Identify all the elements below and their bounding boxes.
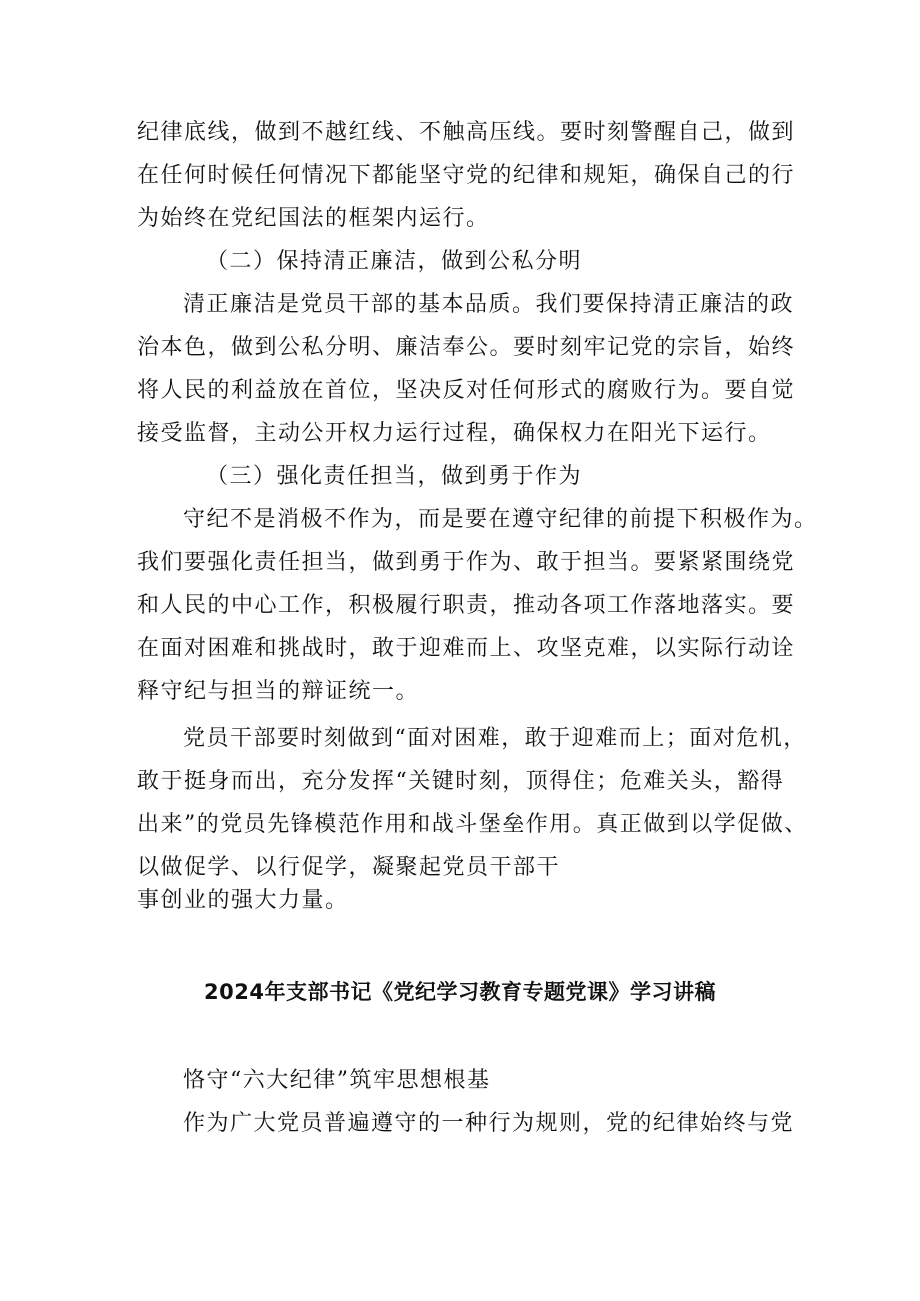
document-subtitle: 恪守“六大纪律”筑牢思想根基 — [183, 1068, 491, 1093]
paragraph-line: 我们要强化责任担当，做到勇于作为、敢于担当。要紧紧围绕党 — [137, 550, 796, 575]
paragraph-line: 党员干部要时刻做到“面对困难，敢于迎难而上；面对危机， — [183, 726, 807, 751]
paragraph-line: 释守纪与担当的辩证统一。 — [137, 679, 420, 704]
paragraph-line: 在任何时候任何情况下都能坚守党的纪律和规矩，确保自己的行 — [137, 163, 796, 188]
paragraph-line: 和人民的中心工作，积极履行职责，推动各项工作落地落实。要 — [137, 593, 796, 618]
paragraph-line: 接受监督，主动公开权力运行过程，确保权力在阳光下运行。 — [137, 421, 772, 446]
paragraph-line: 作为广大党员普遍遵守的一种行为规则，党的纪律始终与党 — [183, 1111, 795, 1136]
document-title: 2024年支部书记《党纪学习教育专题党课》学习讲稿 — [204, 980, 716, 1004]
paragraph-line: 事创业的强大力量。 — [137, 888, 349, 913]
paragraph-line: 纪律底线，做到不越红线、不触高压线。要时刻警醒自己，做到 — [137, 120, 796, 145]
section-heading: （二）保持清正廉洁，做到公私分明 — [206, 249, 583, 274]
paragraph-line: 以做促学、以行促学，凝聚起党员干部干 — [137, 855, 561, 880]
paragraph-line: 为始终在党纪国法的框架内运行。 — [137, 206, 490, 231]
paragraph-line: 在面对困难和挑战时，敢于迎难而上、攻坚克难，以实际行动诠 — [137, 636, 796, 661]
paragraph-line: 出来”的党员先锋模范作用和战斗堡垒作用。真正做到以学促做、 — [137, 812, 808, 837]
paragraph-line: 治本色，做到公私分明、廉洁奉公。要时刻牢记党的宗旨，始终 — [137, 335, 796, 360]
paragraph-line: 守纪不是消极不作为，而是要在遵守纪律的前提下积极作为。 — [183, 507, 818, 532]
section-heading: （三）强化责任担当，做到勇于作为 — [206, 464, 583, 489]
paragraph-line: 将人民的利益放在首位，坚决反对任何形式的腐败行为。要自觉 — [137, 378, 796, 403]
paragraph-line: 清正廉洁是党员干部的基本品质。我们要保持清正廉洁的政 — [183, 292, 795, 317]
paragraph-line: 敢于挺身而出，充分发挥“关键时刻，顶得住；危难关头，豁得 — [137, 769, 785, 794]
